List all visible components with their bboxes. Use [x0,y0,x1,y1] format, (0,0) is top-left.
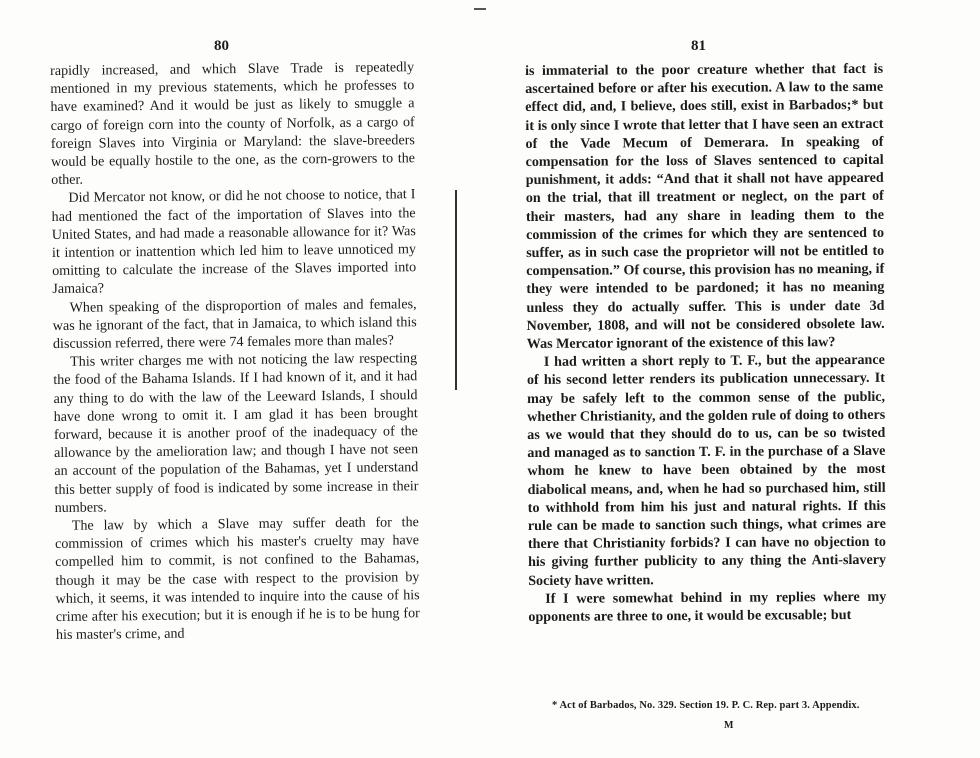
paragraph: Did Mercator not know, or did he not choose to notice, that I had mentioned the fact of the importation of Slaves into the United States, and had made a reasonable allowance for it? Was it intention or inattention which led him to leave unnoticed my omitting to calculate the increase of the Slaves imported into Jamaica? [51,186,417,298]
footnote: * Act of Barbados, No. 329. Section 19. P. C. Rep. part 3. Appendix. [552,700,860,711]
right-page-text [525,60,886,626]
paragraph: is immaterial to the poor creature whether that fact is ascertained before or after his execution. A law to the same effect did, and, I believe, does still, exist in Barbados;* but it is only since I wrote that letter that I have seen an extract of the Vade Mecum of Demerara. In speaking of compensation for the loss of Slaves sentenced to capital punishment, it adds: “And that it shall not have appeared on the trial, that ill treatment or neglect, on the part of their masters, had any share in leading them to the commission of the crimes for which they are sentenced to suffer, as in such case the proprietor will not be entitled to compensation.” Of course, this provision has no meaning, if they were intended to be pardoned; it has no meaning unless they do actually suffer. This is under date 3d November, 1808, and will not be considered obsolete law. Was Mercator ignorant of the existence of this law? [525,60,885,353]
left-page-text [50,58,420,644]
paragraph: If I were somewhat behind in my replies where my opponents are three to one, it would be excusable; but [528,588,887,626]
paragraph: This writer charges me with not noticing the law respecting the food of the Bahama Islands. If I had known of it, and it had any thing to do with the law of the Leeward Islands, I should have done wrong to omit it. I am glad it has been brought forward, because it is another proof of the inadequacy of the allowance by the amelioration law; and though I have not seen an account of the population of the Bahamas, yet I understand this better supply of food is indicated by some increase in their numbers. [53,350,419,516]
paragraph: I had written a short reply to T. F., but the appearance of his second letter renders its publication unnecessary. It may be safely left to the common sense of the public, whether Christianity, and the golden rule of doing to others as we would that they should do to us, can be so twisted and managed as to sanction T. F. in the purchase of a Slave whom he knew to have been obtained by the most diabolical means, and, when he had so purchased him, still to withhold from him his just and natural rights. If this rule can be made to sanction such things, what crimes are there that Christianity forbids? I can have no objection to his giving further publicity to any thing the Anti-slavery Society have written. [526,352,887,589]
top-dash-mark [474,8,486,10]
right-page [490,0,980,758]
paragraph: When speaking of the disproportion of males and females, was he ignorant of the fact, that in Jamaica, to which island this discussion referred, there were 74 females more than males? [52,295,417,353]
signature-mark: M [724,720,734,731]
page-number-left: 80 [214,38,229,54]
page-number-right: 81 [691,38,706,54]
paragraph: The law by which a Slave may suffer death for the commission of crimes which his master's cruelty may have compelled him to commit, is not confined to the Bahamas, though it may be the case with respect to the provision by which, it seems, it was intended to inquire into the cause of his crime after his execution; but it is enough if he is to be hung for his master's crime, and [54,514,420,644]
left-page [0,0,470,758]
paragraph: rapidly increased, and which Slave Trade is repeatedly mentioned in my previous statements, which he professes to have examined? And it would be just as likely to smuggle a cargo of foreign corn into the county of Norfolk, as a cargo of foreign Slaves into Virginia or Maryland: the slave-breeders would be equally hostile to the one, as the corn-growers to the other. [50,59,416,189]
